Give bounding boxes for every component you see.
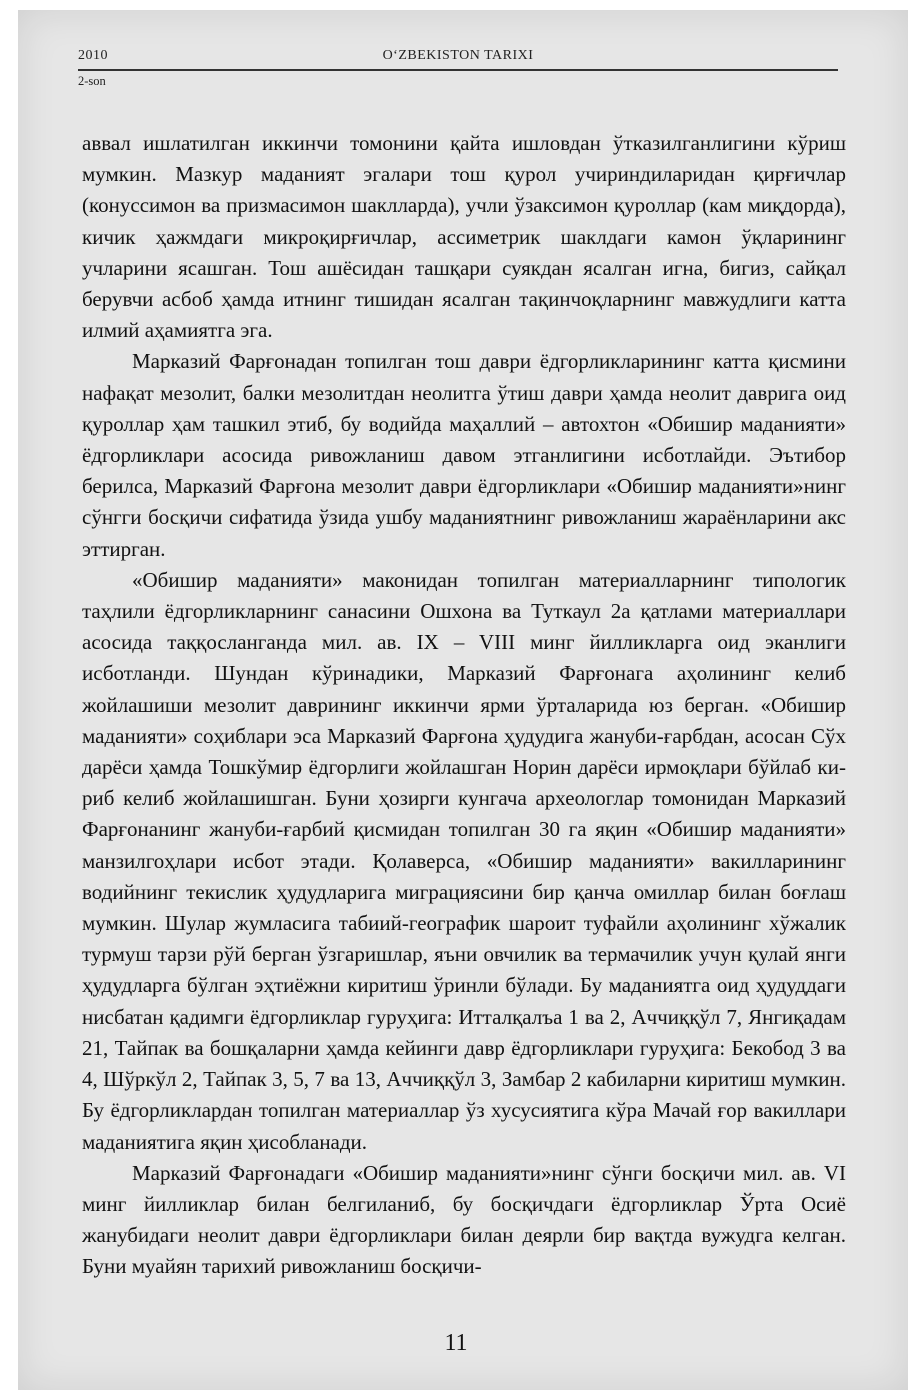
paragraph: Марказий Фарғонадаги «Обишир маданияти»нинг сўнги босқичи мил. ав. VI минг йилликлар билан белгиланиб, бу босқичдаги ёдгорликлар Ўрта Осиё жанубидаги неолит даври ёдгорликлари билан деярли бир вақтда вужудга келган. Буни муайян тарихий ривожланиш босқичи- [82,1160,846,1279]
article-body [82,128,846,1283]
header-issue: 2-son [78,74,106,88]
header-rule [78,69,838,71]
running-header [78,48,838,88]
header-year: 2010 [78,48,108,63]
paragraph: Марказий Фарғонадан топилган тош даври ёдгорликларининг катта қисмини нафақат мезолит, балки мезолитдан неолитга ўтиш даври ҳамда неолит даврига оид қуроллар ҳам ташкил этиб, бу водийда маҳаллий – автохтон «Обишир маданияти» ёдгорликлари асосида ривожланиш давом этганлигини исботлайди. Эътибор берилса, Марказий Фарғона мезолит даври ёдгорликлари «Обишир маданияти»нинг сўнгги босқичи сифатида ўзида ушбу маданиятнинг ривожланиш жараёнларини акс эттирган. [82,349,846,561]
paragraph: «Обишир маданияти» маконидан топилган материалларнинг типологик таҳлили ёдгорликларнинг санасини Ошхона ва Туткаул 2а қатлами материаллари асосида таққосланганда мил. ав. IX – VIII минг йилликларга оид эканлиги исботланди. Шундан кўринадики, Марказий Фарғонага аҳолининг келиб жойлашиши мезолит даврининг иккинчи ярми ўрталарида юз берган. «Обишир маданияти» соҳиблари эса Марказий Фарғона ҳудудига жануби-ғарбдан, асосан Сўх дарёси ҳамда Тошкўмир ёдгорлиги жойлашган Норин дарёси ирмоқлари бўйлаб кириб келиб жойлашишган. Буни ҳозирги кунгача археологлар томонидан Марказий Фарғонанинг жануби-ғарбий қисмидан топилган 30 га яқин «Обишир маданияти» манзилгоҳлари исбот этади. Қолаверса, «Обишир маданияти» вакилларининг водийнинг текислик ҳудудларига миграциясини бир қанча омиллар билан боғлаш мумкин. Шулар жумласига табиий-географик шароит туфайли аҳолининг хўжалик турмуш тарзи рўй берган ўзгаришлар, яъни овчилик ва термачилик учун қулай янги ҳудудларга бўлган эҳтиёжни киритиш ўринли бўлади. Бу маданиятга оид ҳудуддаги нисбатан қадимги ёдгорликлар гуруҳига: Итталқалъа 1 ва 2, Аччиққўл 7, Янгиқадам 21, Тайпак ва бошқаларни ҳамда кейинги давр ёдгорликлари гуруҳига: Бекобод 3 ва 4, Шўркўл 2, Тайпак 3, 5, 7 ва 13, Аччиққўл 3, Замбар 2 кабиларни киритиш мумкин. Бу ёдгорликлардан топилган материаллар ўз хусусиятига кўра Мачай ғор вакиллари маданиятига яқин ҳисобланади. [82,567,846,1154]
paragraph-continuation: аввал ишлатилган иккинчи томонини қайта ишловдан ўтказилганлигини кўриш мумкин. Мазкур маданият эгалари тош қурол учириндиларидан қирғичлар (конуссимон ва призмасимон шаклларда), учли ўзаксимон қуроллар (кам миқдорда), кичик ҳажмдаги микроқирғичлар, ассиметрик шаклдаги камон ўқларининг учларини ясашган. Тош ашёсидан ташқари суякдан ясалган игна, бигиз, сайқал берувчи асбоб ҳамда итнинг тишидан ясалган тақинчоқларнинг мавжудлиги катта илмий аҳамиятга эга. [82,131,846,343]
page-number: 11 [444,1330,468,1356]
header-journal-title: O‘ZBEKISTON TARIXI [382,48,534,63]
